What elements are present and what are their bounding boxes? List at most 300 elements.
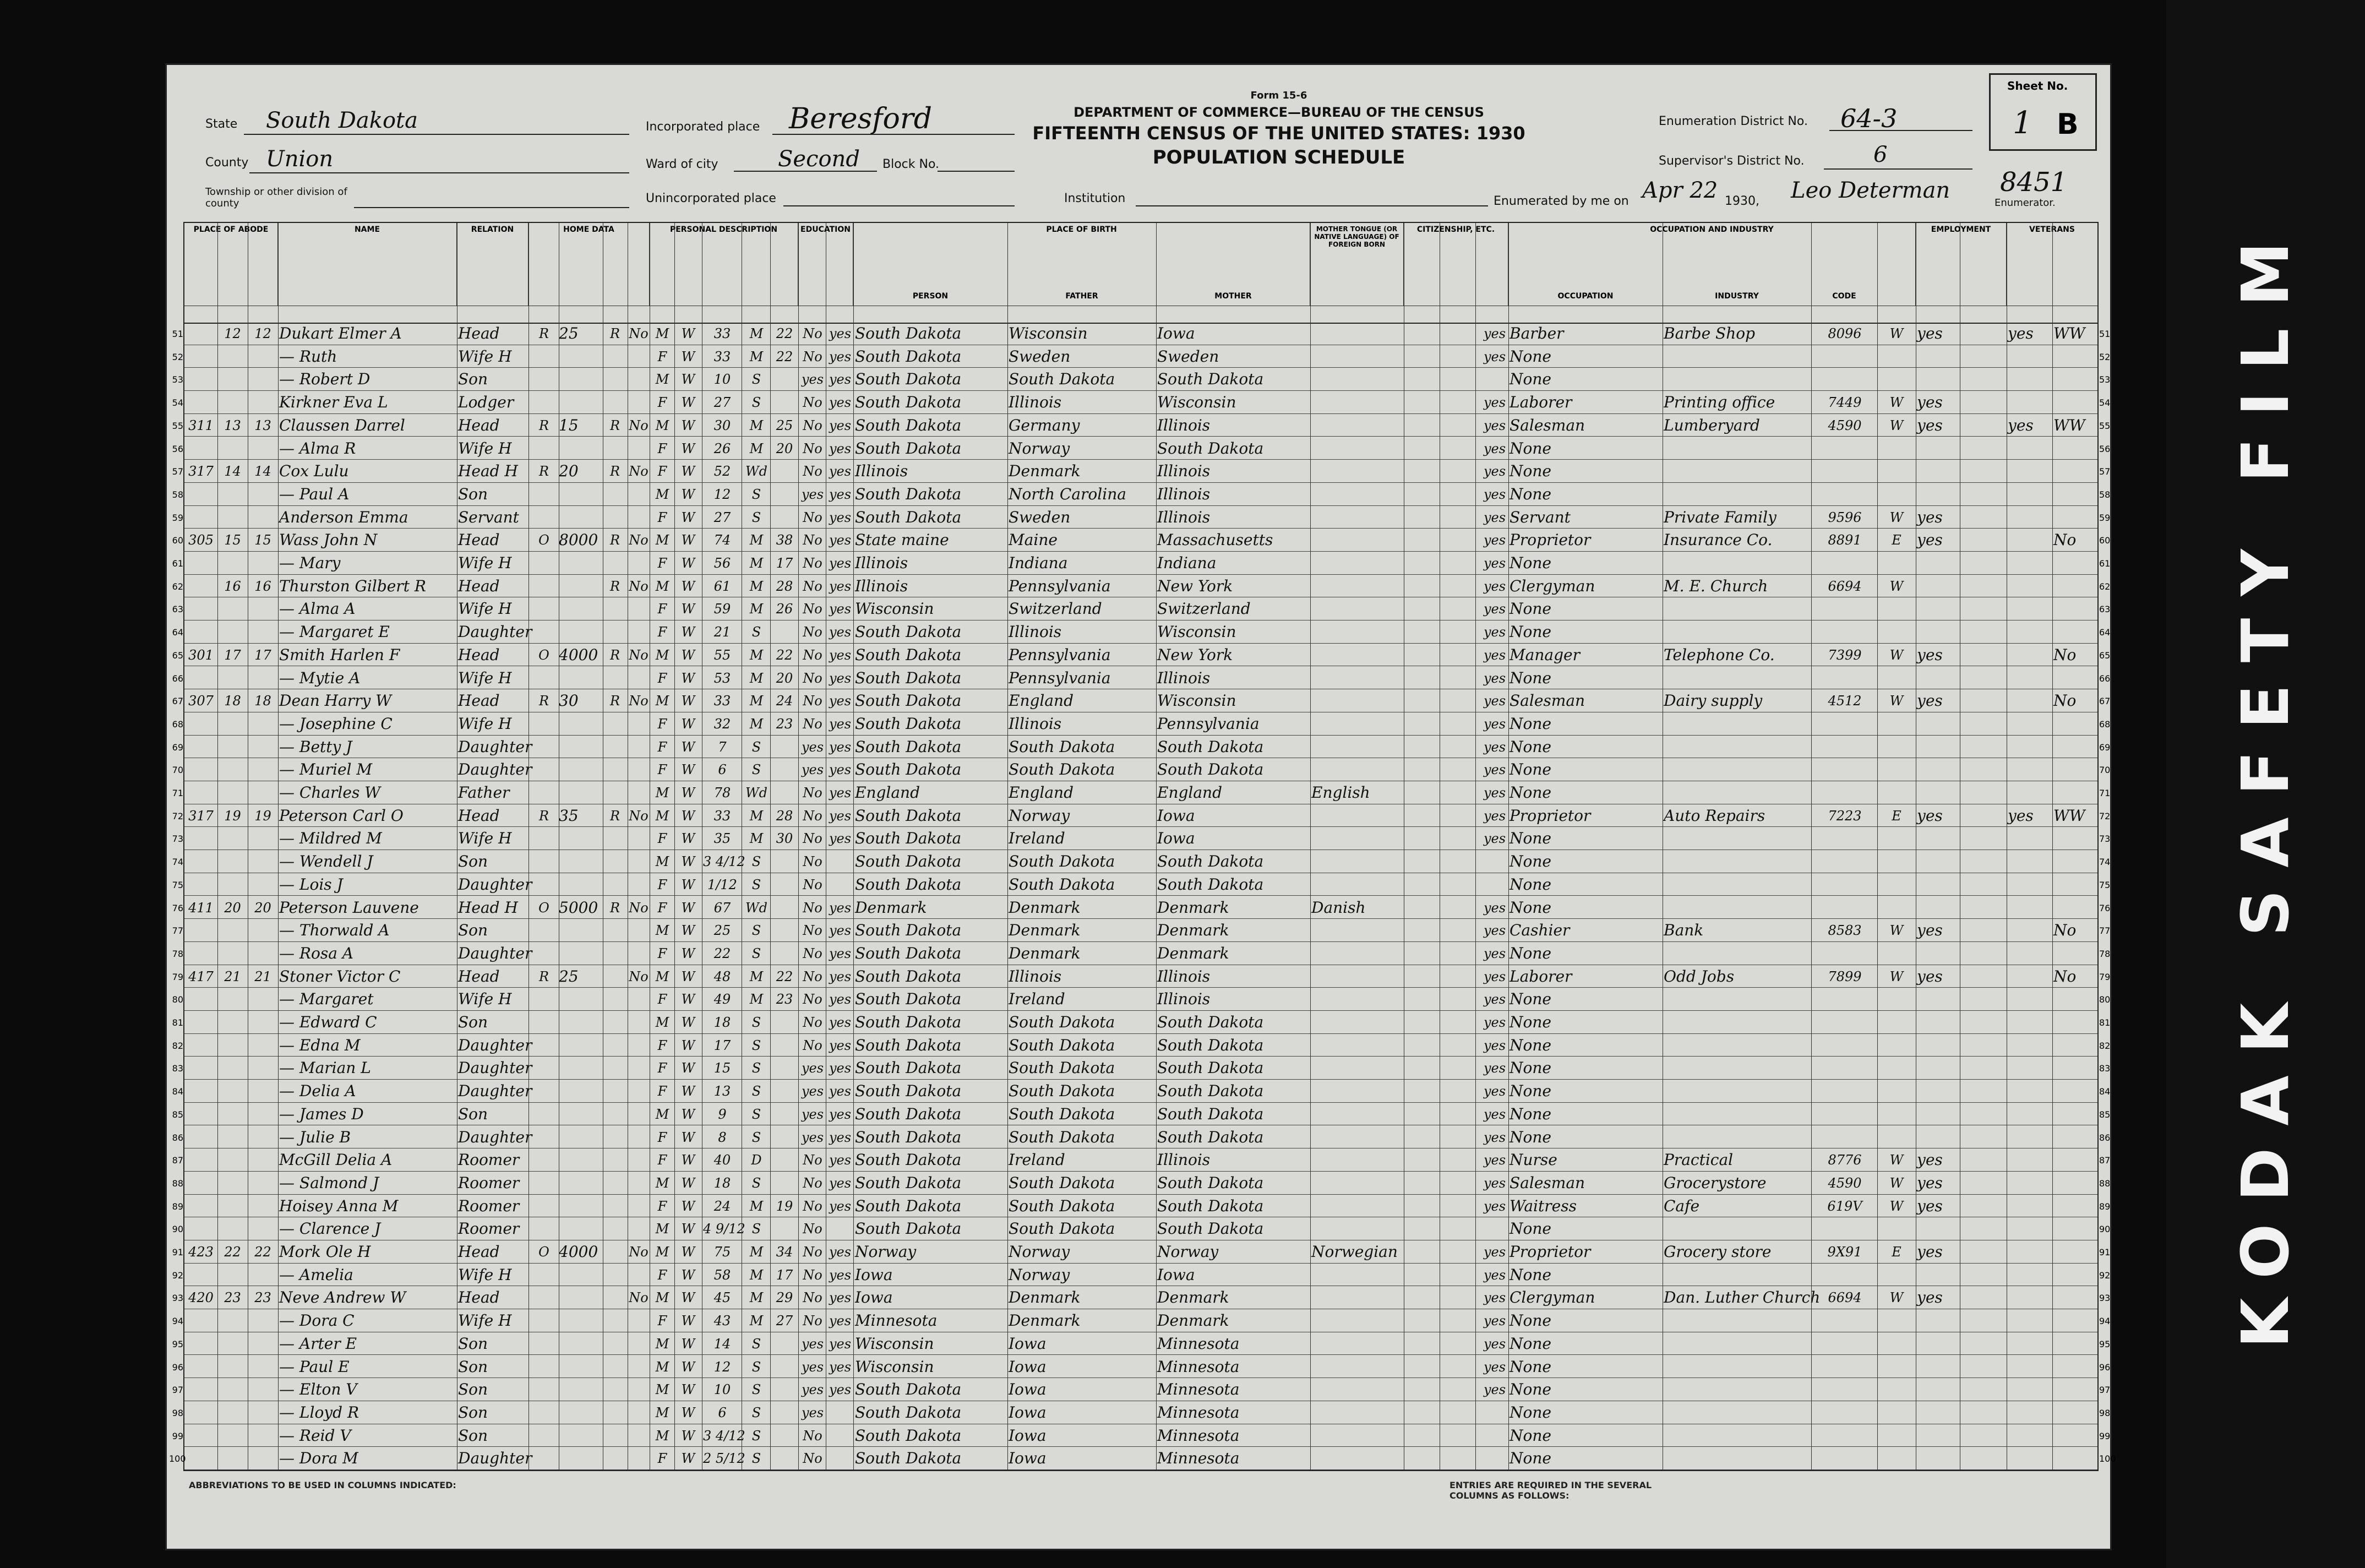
cell-pb: South Dakota — [855, 737, 962, 756]
cell-pb: South Dakota — [855, 714, 962, 733]
table-row — [172, 988, 2111, 1011]
cell-own: R — [538, 808, 549, 824]
cell-val: 30 — [559, 692, 579, 710]
cell-cls — [1878, 1311, 1915, 1331]
table-row — [172, 529, 2111, 552]
cell-mb: South Dakota — [1157, 1036, 1264, 1054]
cell-fn — [248, 599, 278, 619]
cell-occ: None — [1510, 1426, 1551, 1445]
cell-code: 9X91 — [1827, 1244, 1862, 1260]
table-row — [172, 1309, 2111, 1332]
cell-ms: M — [749, 647, 764, 663]
cell-own: R — [538, 464, 549, 480]
cell-val — [559, 1334, 603, 1354]
cell-ms: S — [751, 1359, 761, 1375]
cell-am — [771, 1380, 798, 1400]
cell-occ: None — [1510, 990, 1551, 1009]
table-row — [172, 391, 2111, 414]
cell-ind — [1664, 1128, 1811, 1147]
line-number: 88 — [172, 1178, 183, 1189]
cell-race: W — [681, 556, 695, 571]
line-number: 69 — [172, 742, 183, 753]
cell-sex: M — [655, 1175, 669, 1191]
cell-emp: yes — [1917, 1173, 1943, 1192]
cell-eng — [1481, 1403, 1508, 1423]
cell-mb: Denmark — [1157, 1311, 1229, 1330]
cell-ms: Wd — [745, 785, 768, 801]
sheet-value: 1 — [2013, 105, 2032, 141]
line-number-right: 60 — [2099, 535, 2111, 546]
cell-fb: Norway — [1009, 1243, 1070, 1261]
cell-dw: 411 — [188, 900, 214, 916]
cell-tongue — [1311, 369, 1404, 389]
cell-am: 28 — [776, 578, 793, 594]
cell-radio — [604, 1058, 626, 1078]
cell-name: — Julie B — [279, 1128, 351, 1146]
cell-fb: Iowa — [1009, 1380, 1047, 1399]
cell-emp — [1917, 599, 1958, 619]
cell-occ: Proprietor — [1510, 531, 1591, 549]
cell-sch: No — [803, 693, 822, 709]
cell-val — [559, 393, 603, 412]
population-table — [169, 222, 2116, 1471]
schedule-title: POPULATION SCHEDULE — [1152, 146, 1405, 168]
cell-ms: M — [749, 326, 764, 341]
cell-fam: 22 — [224, 1244, 241, 1260]
cell-fam — [217, 1311, 248, 1331]
cell-age: 53 — [713, 670, 731, 686]
cell-sch: yes — [801, 739, 824, 755]
cell-name: Mork Ole H — [279, 1243, 371, 1261]
cell-farm — [628, 393, 650, 412]
cell-age: 6 — [718, 1404, 727, 1420]
cell-sch: No — [803, 1313, 822, 1329]
enumerator-label: Enumerator. — [1995, 197, 2056, 209]
col-place-of-abode: PLACE OF ABODE — [184, 223, 278, 306]
cell-sex: M — [655, 1221, 669, 1237]
cell-eng: yes — [1483, 1359, 1506, 1375]
cell-sex: F — [657, 831, 667, 847]
cell-eng: yes — [1483, 1267, 1506, 1283]
cell-emp — [1917, 622, 1958, 642]
cell-name: Peterson Lauvene — [279, 898, 419, 917]
cell-lit: yes — [829, 900, 852, 916]
cell-mb: Wisconsin — [1157, 393, 1236, 412]
cell-emp: yes — [1917, 806, 1943, 825]
cell-radio — [604, 622, 626, 642]
cell-war: No — [2053, 967, 2077, 986]
cell-vet — [2008, 989, 2052, 1009]
cell-cls — [1878, 875, 1915, 895]
line-number: 52 — [172, 351, 183, 362]
institution-label: Institution — [1064, 192, 1126, 205]
cell-sch: No — [803, 1267, 822, 1283]
cell-emp: yes — [1917, 324, 1943, 342]
cell-sch: No — [803, 876, 822, 892]
census-sheet — [165, 63, 2116, 1550]
line-number: 66 — [172, 673, 183, 684]
cell-sch: No — [803, 1037, 822, 1053]
line-number: 55 — [172, 420, 183, 431]
cell-sex: F — [657, 440, 667, 456]
cell-fam: 20 — [224, 900, 241, 916]
cell-farm: No — [629, 1244, 649, 1260]
abbrev-title: ABBREVIATIONS TO BE USED IN COLUMNS INDICATED: — [189, 1480, 456, 1490]
cell-sch: No — [803, 349, 822, 364]
cell-pb: South Dakota — [855, 1013, 962, 1031]
cell-emp — [1917, 737, 1958, 757]
cell-am: 22 — [776, 647, 793, 663]
cell-sch: No — [803, 992, 822, 1008]
cell-val — [559, 1357, 603, 1377]
cell-code — [1812, 1311, 1877, 1331]
cell-am — [771, 1012, 798, 1032]
cell-age: 40 — [713, 1152, 731, 1168]
table-row — [172, 1172, 2111, 1195]
cell-rel: Wife H — [458, 714, 512, 733]
cell-ind: Private Family — [1664, 508, 1777, 526]
cell-am: 29 — [776, 1290, 793, 1306]
cell-name: — Wendell J — [279, 852, 373, 871]
table-row — [172, 850, 2111, 873]
cell-mb: South Dakota — [1157, 1104, 1264, 1123]
cell-mb: South Dakota — [1157, 1196, 1264, 1215]
cell-eng: yes — [1483, 1175, 1506, 1191]
cell-cls — [1878, 989, 1915, 1009]
cell-name: Hoisey Anna M — [279, 1196, 399, 1215]
cell-cls: W — [1889, 1198, 1904, 1214]
cell-rel: Son — [458, 1013, 488, 1031]
cell-sex: F — [657, 670, 667, 686]
cell-tongue — [1311, 921, 1404, 940]
cell-vet — [2008, 1426, 2052, 1446]
table-row — [172, 1195, 2111, 1218]
col-occupation-industry: OCCUPATION AND INDUSTRY — [1508, 223, 1916, 306]
cell-fb: Sweden — [1009, 347, 1071, 366]
line-number-right: 85 — [2099, 1109, 2111, 1120]
cell-radio — [604, 553, 626, 573]
cell-sch: No — [803, 509, 822, 525]
cell-pb: South Dakota — [855, 1128, 962, 1146]
cell-mb: South Dakota — [1157, 760, 1264, 779]
cell-race: W — [681, 417, 695, 433]
cell-emp: yes — [1917, 1288, 1943, 1307]
cell-sex: F — [657, 1267, 667, 1283]
cell-name: Kirkner Eva L — [279, 393, 388, 412]
cell-fn — [248, 1265, 278, 1285]
table-row — [172, 667, 2111, 690]
cell-fb: Iowa — [1009, 1334, 1047, 1353]
cell-vet — [2008, 622, 2052, 642]
cell-vet — [2008, 576, 2052, 596]
cell-am: 20 — [776, 440, 793, 456]
cell-sex: F — [657, 556, 667, 571]
line-number: 57 — [172, 466, 183, 477]
cell-farm — [628, 1128, 650, 1147]
cell-vet: yes — [2008, 416, 2034, 434]
cell-race: W — [681, 945, 695, 961]
cell-ms: S — [751, 1106, 761, 1122]
cell-code — [1812, 1449, 1877, 1468]
cell-val: 20 — [559, 462, 579, 481]
cell-mb: South Dakota — [1157, 439, 1264, 458]
cell-lit: yes — [829, 1106, 852, 1122]
cell-dw: 423 — [188, 1244, 214, 1260]
line-number: 51 — [172, 329, 183, 339]
cell-ms: S — [751, 1404, 761, 1420]
cell-fb: Illinois — [1009, 393, 1062, 412]
cell-fam — [217, 1173, 248, 1193]
cell-lit: yes — [829, 372, 852, 388]
line-number: 99 — [172, 1430, 183, 1441]
cell-emp — [1917, 1012, 1958, 1032]
cell-cls — [1878, 1036, 1915, 1055]
cell-eng: yes — [1483, 1015, 1506, 1030]
column-number-row — [184, 306, 2097, 324]
cell-sch: No — [803, 923, 822, 939]
sheet-label: Sheet No. — [2007, 79, 2068, 92]
cell-fb: North Carolina — [1009, 484, 1126, 503]
cell-war — [2053, 944, 2097, 963]
line-number: 90 — [172, 1224, 183, 1235]
cell-code: 8776 — [1828, 1152, 1862, 1168]
line-number: 59 — [172, 512, 183, 523]
cell-age: 17 — [713, 1037, 731, 1053]
cell-rel: Daughter — [458, 1449, 532, 1468]
col-mother-tongue: MOTHER TONGUE (OR NATIVE LANGUAGE) OF FOREIGN BORN — [1310, 223, 1404, 306]
cell-val — [559, 1128, 603, 1147]
cell-code — [1812, 1104, 1877, 1124]
cell-cls — [1878, 484, 1915, 504]
cell-own — [530, 668, 558, 688]
cell-vet — [2008, 1173, 2052, 1193]
cell-age: 10 — [713, 1382, 731, 1398]
cell-fam — [217, 921, 248, 940]
cell-cls — [1878, 1403, 1915, 1423]
cell-ms: S — [751, 1037, 761, 1053]
cell-vet — [2008, 1036, 2052, 1055]
cell-fb: Iowa — [1009, 1357, 1047, 1376]
cell-war: No — [2053, 531, 2077, 549]
line-number-right: 91 — [2099, 1247, 2111, 1257]
cell-radio — [604, 1403, 626, 1423]
cell-occ: Proprietor — [1510, 806, 1591, 825]
cell-tongue — [1311, 416, 1404, 435]
cell-dw — [184, 1403, 217, 1423]
cell-farm: No — [629, 464, 649, 480]
cell-code — [1812, 1403, 1877, 1423]
cell-ind — [1664, 622, 1811, 642]
cell-sex: F — [657, 1060, 667, 1076]
cell-sch: No — [803, 417, 822, 433]
cell-name: — Dora C — [279, 1311, 355, 1330]
cell-dw — [184, 852, 217, 872]
cell-vet — [2008, 393, 2052, 412]
cell-radio — [604, 347, 626, 367]
cell-age: 15 — [713, 1060, 731, 1076]
cell-name: Anderson Emma — [279, 508, 408, 526]
cell-am — [771, 1150, 798, 1170]
cell-sex: F — [657, 1451, 667, 1467]
cell-name: Peterson Carl O — [279, 806, 404, 825]
cell-vet — [2008, 645, 2052, 665]
cell-cls: W — [1889, 395, 1904, 411]
cell-mb: Minnesota — [1157, 1380, 1240, 1399]
cell-age: 3 4/12 — [703, 854, 745, 870]
cell-war — [2053, 439, 2097, 459]
cell-occ: Salesman — [1510, 416, 1585, 434]
table-row — [172, 322, 2111, 345]
column-divider — [278, 223, 279, 1470]
cell-am — [771, 369, 798, 389]
cell-ind — [1664, 829, 1811, 848]
cell-fam: 17 — [224, 647, 241, 663]
cell-fam — [217, 1150, 248, 1170]
cell-own — [530, 760, 558, 780]
cell-val — [559, 576, 603, 596]
line-number: 94 — [172, 1316, 183, 1327]
table-row — [172, 1332, 2111, 1355]
table-row — [172, 1080, 2111, 1103]
cell-fn — [248, 1058, 278, 1078]
cell-am: 26 — [776, 601, 793, 617]
cell-radio — [604, 760, 626, 780]
cell-vet — [2008, 921, 2052, 940]
cell-pb: South Dakota — [855, 1219, 962, 1238]
table-row — [172, 689, 2111, 712]
cell-eng: yes — [1483, 532, 1506, 548]
cell-code — [1812, 714, 1877, 734]
cell-ind — [1664, 1104, 1811, 1124]
cell-ms: S — [751, 1060, 761, 1076]
cell-tongue — [1311, 714, 1404, 734]
cell-ind — [1664, 1219, 1811, 1239]
cell-farm — [628, 668, 650, 688]
cell-sch: No — [803, 716, 822, 732]
cell-race: W — [681, 1313, 695, 1329]
cell-code: 9596 — [1828, 509, 1862, 525]
cell-own: R — [538, 417, 549, 433]
cell-name: Dukart Elmer A — [279, 324, 402, 342]
cell-own — [530, 944, 558, 963]
cell-name: — Thorwald A — [279, 921, 390, 940]
cell-dw: 417 — [188, 968, 214, 984]
cell-lit — [827, 852, 853, 872]
cell-eng: yes — [1483, 624, 1506, 640]
cell-war — [2053, 1334, 2097, 1354]
cell-ms: S — [751, 1221, 761, 1237]
cell-war — [2053, 347, 2097, 367]
cell-code: 8891 — [1828, 532, 1862, 548]
cell-fn — [248, 944, 278, 963]
line-number: 87 — [172, 1155, 183, 1166]
cell-occ: Proprietor — [1510, 1243, 1591, 1261]
block-label: Block No. — [882, 157, 940, 171]
cell-code — [1812, 1334, 1877, 1354]
cell-am: 34 — [776, 1244, 793, 1260]
cell-fb: Norway — [1009, 1265, 1070, 1284]
ed-label: Enumeration District No. — [1659, 115, 1808, 128]
cell-race: W — [681, 923, 695, 939]
cell-eng: yes — [1483, 1060, 1506, 1076]
cell-fb: South Dakota — [1009, 1036, 1115, 1054]
line-number: 63 — [172, 604, 183, 615]
cell-name: Neve Andrew W — [279, 1288, 406, 1307]
cell-tongue — [1311, 829, 1404, 848]
cell-occ: None — [1510, 1036, 1551, 1054]
cell-radio: R — [609, 647, 620, 663]
cell-lit: yes — [829, 831, 852, 847]
cell-pb: South Dakota — [855, 416, 962, 434]
line-number: 92 — [172, 1270, 183, 1281]
cell-pb: Norway — [855, 1243, 917, 1261]
cell-fam: 13 — [224, 417, 241, 433]
cell-race: W — [681, 739, 695, 755]
cell-sch: No — [803, 532, 822, 548]
cell-name: Claussen Darrel — [279, 416, 405, 434]
cell-cls — [1878, 852, 1915, 872]
cell-mb: Indiana — [1157, 554, 1217, 572]
cell-eng: yes — [1483, 1198, 1506, 1214]
cell-war — [2053, 508, 2097, 527]
cell-sex: M — [655, 1290, 669, 1306]
cell-tongue — [1311, 806, 1404, 826]
cell-age: 25 — [713, 923, 731, 939]
cell-vet — [2008, 1288, 2052, 1308]
cell-radio: R — [609, 578, 620, 594]
cell-pb: Wisconsin — [855, 1357, 934, 1376]
cell-fn: 17 — [254, 647, 271, 663]
cell-pb: South Dakota — [855, 1426, 962, 1445]
cell-age: 67 — [713, 900, 731, 916]
cell-war — [2053, 1265, 2097, 1285]
line-number-right: 68 — [2099, 718, 2111, 729]
line-number-right: 96 — [2099, 1362, 2111, 1373]
cell-fb: Iowa — [1009, 1449, 1047, 1468]
cell-fn: 20 — [254, 900, 271, 916]
cell-lit: yes — [829, 945, 852, 961]
subhead-father: FATHER — [1065, 292, 1098, 301]
cell-code: 8583 — [1828, 923, 1862, 939]
cell-lit: yes — [829, 601, 852, 617]
cell-lit: yes — [829, 1152, 852, 1168]
cell-am: 20 — [776, 670, 793, 686]
line-number-right: 83 — [2099, 1063, 2111, 1074]
cell-vet — [2008, 484, 2052, 504]
cell-name: — Elton V — [279, 1380, 357, 1399]
cell-dw — [184, 576, 217, 596]
cell-occ: None — [1510, 1219, 1551, 1238]
cell-sch: No — [803, 1428, 822, 1444]
cell-pb: South Dakota — [855, 829, 962, 848]
table-row — [172, 712, 2111, 736]
cell-ms: M — [749, 670, 764, 686]
cell-fam: 23 — [224, 1290, 241, 1306]
cell-dw — [184, 1219, 217, 1239]
line-number: 78 — [172, 948, 183, 959]
cell-lit: yes — [829, 1198, 852, 1214]
cell-ind — [1664, 461, 1811, 481]
cell-rel: Son — [458, 1403, 488, 1422]
cell-age: 24 — [713, 1198, 731, 1214]
cell-am: 23 — [776, 716, 793, 732]
cell-emp — [1917, 1334, 1958, 1354]
cell-sch: No — [803, 808, 822, 824]
cell-lit: yes — [829, 624, 852, 640]
cell-fb: Denmark — [1009, 898, 1081, 917]
cell-val — [559, 599, 603, 619]
cell-name: — Muriel M — [279, 760, 373, 779]
